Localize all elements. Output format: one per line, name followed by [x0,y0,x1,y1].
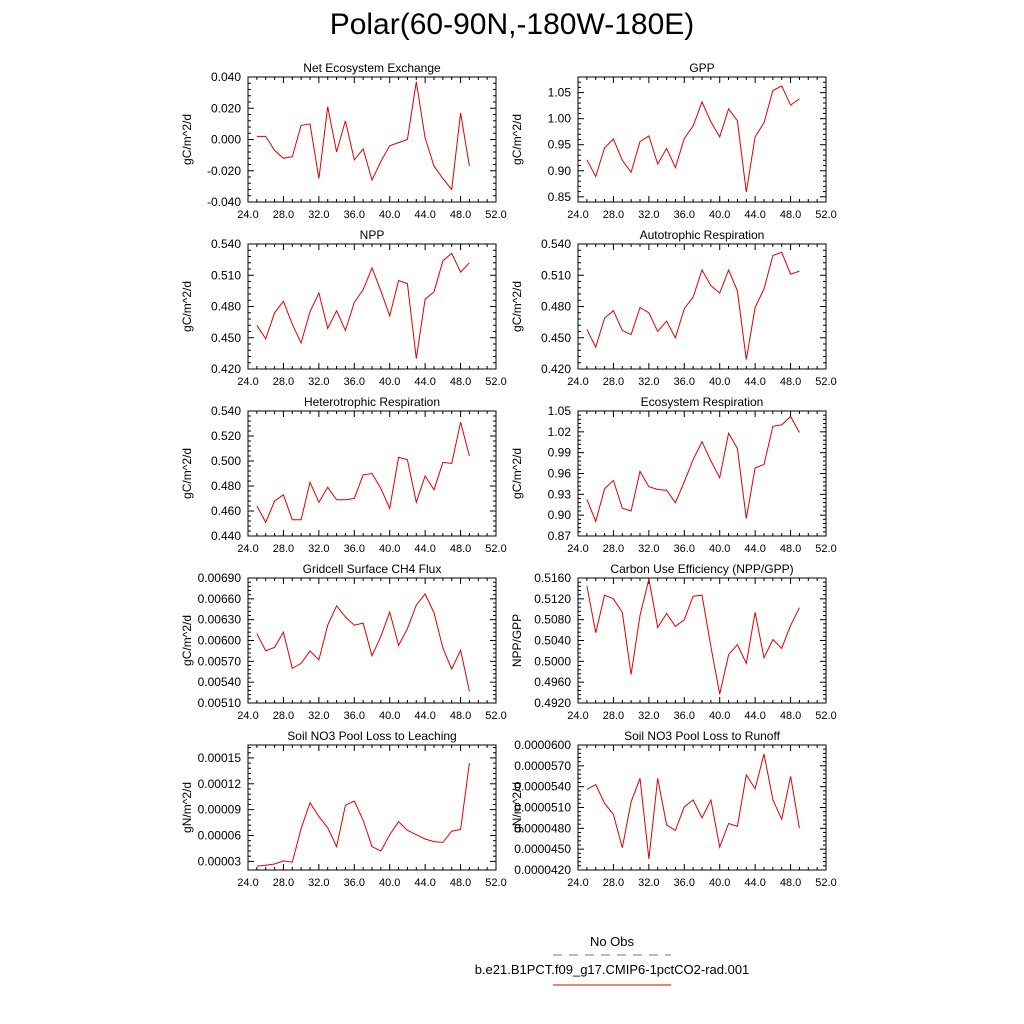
y-tick-label: 0.420 [210,362,241,376]
series-line [587,754,800,859]
x-tick-label: 24.0 [237,877,259,889]
y-tick-label: 0.480 [540,299,571,314]
x-tick-label: 52.0 [485,543,507,555]
y-tick-label: 0.93 [547,487,571,502]
chart-panel [510,395,837,555]
x-tick-label: 44.0 [414,877,436,889]
x-tick-label: 32.0 [638,877,660,889]
series-line [257,82,470,190]
y-tick-label: 0.00009 [197,802,241,817]
x-tick-label: 24.0 [567,877,589,889]
y-tick-label: 0.00660 [197,591,241,606]
x-tick-label: 36.0 [673,877,695,889]
x-tick-label: 32.0 [308,376,330,388]
y-tick-label: 0.00015 [197,750,241,765]
x-tick-label: 48.0 [449,376,472,388]
y-tick-label: 0.0000480 [514,821,571,836]
legend-case-label: b.e21.B1PCT.f09_g17.CMIP6-1pctCO2-rad.001 [474,962,750,977]
chart-panel [180,228,507,388]
panel-title: NPP [359,228,385,242]
y-tick-label: 0.540 [540,237,571,251]
x-tick-label: 48.0 [779,376,802,388]
y-tick-label: 0.510 [540,268,571,283]
x-tick-label: 52.0 [485,877,507,889]
x-tick-label: 52.0 [485,376,507,388]
y-tick-label: 0.540 [210,237,241,251]
panel-title: Autotrophic Respiration [639,228,765,242]
y-tick-label: 0.0000510 [514,800,571,815]
x-tick-label: 24.0 [237,209,259,221]
y-tick-label: 0.00690 [197,571,241,585]
x-tick-label: 48.0 [779,209,802,221]
y-tick-label: 0.0000600 [514,738,571,752]
x-tick-label: 28.0 [602,543,625,555]
x-tick-label: 36.0 [343,710,365,722]
x-tick-label: 40.0 [379,710,401,722]
y-tick-label: 0.00600 [197,633,241,648]
y-tick-label: 0.00570 [197,654,241,669]
series-line [587,86,800,192]
x-tick-label: 52.0 [815,710,837,722]
y-tick-label: 0.520 [210,429,241,443]
y-tick-label: 0.99 [547,445,571,460]
x-tick-label: 28.0 [602,710,625,722]
x-tick-label: 52.0 [815,877,837,889]
x-tick-label: 28.0 [602,209,625,221]
chart-panel [510,228,837,388]
y-axis-label: gC/m^2/d [510,281,524,332]
y-tick-label: 0.480 [210,479,241,493]
x-tick-label: 32.0 [638,710,660,722]
y-tick-label: 0.96 [547,466,571,481]
y-tick-label: 1.05 [547,404,571,418]
x-tick-label: 36.0 [343,543,365,555]
plot-frame [578,244,826,369]
x-tick-label: 28.0 [602,877,625,889]
series-line [587,252,800,359]
y-tick-label: 0.540 [210,404,241,418]
x-tick-label: 32.0 [308,209,330,221]
y-tick-label: 0.95 [547,137,571,152]
series-line [257,594,470,691]
chart-panel [180,395,507,555]
y-tick-label: 0.5120 [534,591,571,606]
y-tick-label: 0.440 [210,529,241,543]
x-tick-label: 28.0 [272,376,295,388]
y-tick-label: 0.00012 [197,776,241,791]
x-tick-label: 40.0 [379,543,401,555]
plot-frame [578,745,826,870]
y-tick-label: 0.4920 [534,696,571,710]
y-axis-label: gC/m^2/d [180,615,194,666]
y-axis-label: gN/m^2/d [510,782,524,833]
x-tick-label: 44.0 [414,376,436,388]
x-tick-label: 48.0 [449,209,472,221]
x-tick-label: 40.0 [379,877,401,889]
panel-title: Soil NO3 Pool Loss to Leaching [287,729,457,743]
y-axis-label: gC/m^2/d [510,114,524,165]
legend-obs-label: No Obs [589,934,635,949]
x-tick-label: 40.0 [709,710,731,722]
x-tick-label: 44.0 [414,209,436,221]
y-axis-label: gC/m^2/d [510,448,524,499]
plot-frame [578,411,826,536]
chart-panel [510,562,837,722]
x-tick-label: 36.0 [673,376,695,388]
x-tick-label: 24.0 [567,710,589,722]
y-tick-label: 0.00510 [197,696,241,710]
plot-frame [248,745,496,870]
x-tick-label: 24.0 [567,543,589,555]
x-tick-label: 48.0 [779,877,802,889]
x-tick-label: 32.0 [638,209,660,221]
panel-title: Net Ecosystem Exchange [303,61,441,75]
y-tick-label: 0.040 [210,70,241,84]
y-tick-label: 1.02 [547,424,571,439]
panel-title: Ecosystem Respiration [640,395,764,409]
panel-title: Heterotrophic Respiration [303,395,441,409]
y-tick-label: -0.040 [206,195,241,209]
x-tick-label: 40.0 [709,877,731,889]
y-tick-label: 0.87 [547,529,571,543]
y-axis-label: NPP/GPP [510,613,524,668]
y-axis-label: gN/m^2/d [180,782,194,833]
y-tick-label: 0.460 [210,504,241,518]
x-tick-label: 24.0 [237,376,259,388]
x-tick-label: 44.0 [414,543,436,555]
y-tick-label: 0.90 [547,163,571,178]
x-tick-label: 44.0 [414,710,436,722]
y-tick-label: 0.000 [210,132,241,147]
x-tick-label: 40.0 [709,209,731,221]
y-tick-label: 0.85 [547,189,571,204]
x-tick-label: 44.0 [744,877,766,889]
y-axis-label: gC/m^2/d [180,448,194,499]
x-tick-label: 44.0 [744,209,766,221]
y-tick-label: 0.90 [547,508,571,523]
x-tick-label: 52.0 [815,543,837,555]
y-tick-label: -0.020 [206,163,241,178]
series-line [257,422,470,522]
x-tick-label: 44.0 [744,543,766,555]
x-tick-label: 36.0 [343,376,365,388]
y-tick-label: 0.4960 [534,675,571,690]
x-tick-label: 36.0 [673,209,695,221]
y-tick-label: 0.5040 [534,633,571,648]
series-line [587,579,800,694]
x-tick-label: 36.0 [673,710,695,722]
plot-frame [248,77,496,202]
x-tick-label: 24.0 [567,209,589,221]
x-tick-label: 28.0 [272,543,295,555]
y-tick-label: 0.00006 [197,828,241,843]
x-tick-label: 48.0 [449,710,472,722]
y-tick-label: 0.450 [540,330,571,345]
x-tick-label: 40.0 [709,376,731,388]
y-tick-label: 0.0000420 [514,863,571,877]
x-tick-label: 52.0 [815,209,837,221]
x-tick-label: 32.0 [308,543,330,555]
panel-title: Carbon Use Efficiency (NPP/GPP) [610,562,794,576]
x-tick-label: 52.0 [815,376,837,388]
panel-title: GPP [689,61,715,75]
y-axis-label: gC/m^2/d [180,281,194,332]
x-tick-label: 32.0 [308,877,330,889]
x-tick-label: 28.0 [272,209,295,221]
x-tick-label: 28.0 [272,710,295,722]
x-tick-label: 36.0 [343,877,365,889]
y-tick-label: 0.00630 [197,612,241,627]
x-tick-label: 44.0 [744,710,766,722]
y-axis-label: gC/m^2/d [180,114,194,165]
x-tick-label: 36.0 [343,209,365,221]
x-tick-label: 28.0 [272,877,295,889]
panel-title: Soil NO3 Pool Loss to Runoff [624,729,780,743]
x-tick-label: 52.0 [485,710,507,722]
y-tick-label: 0.0000570 [514,758,571,773]
x-tick-label: 48.0 [449,543,472,555]
y-tick-label: 0.510 [210,268,241,283]
y-tick-label: 0.420 [540,362,571,376]
chart-panel [180,562,507,722]
x-tick-label: 36.0 [673,543,695,555]
panel-title: Gridcell Surface CH4 Flux [302,562,442,576]
x-tick-label: 32.0 [638,543,660,555]
y-tick-label: 0.5080 [534,612,571,627]
y-tick-label: 0.450 [210,330,241,345]
x-tick-label: 48.0 [779,543,802,555]
y-tick-label: 0.5000 [534,654,571,669]
x-tick-label: 48.0 [779,710,802,722]
y-tick-label: 0.0000450 [514,842,571,857]
x-tick-label: 24.0 [237,710,259,722]
x-tick-label: 24.0 [237,543,259,555]
x-tick-label: 32.0 [308,710,330,722]
y-tick-label: 0.00003 [197,854,241,869]
chart-panel [510,729,837,889]
x-tick-label: 40.0 [379,209,401,221]
y-tick-label: 0.480 [210,299,241,314]
series-line [257,763,470,866]
y-tick-label: 0.0000540 [514,779,571,794]
page-title: Polar(60-90N,-180W-180E) [329,8,695,41]
y-tick-label: 0.020 [210,101,241,116]
series-line [587,417,800,522]
x-tick-label: 52.0 [485,209,507,221]
chart-panel [510,61,837,221]
y-tick-label: 1.05 [547,85,571,100]
y-tick-label: 0.00540 [197,675,241,690]
y-tick-label: 0.500 [210,454,241,468]
series-line [257,253,470,358]
y-tick-label: 1.00 [547,111,571,126]
x-tick-label: 28.0 [602,376,625,388]
x-tick-label: 44.0 [744,376,766,388]
x-tick-label: 40.0 [379,376,401,388]
x-tick-label: 40.0 [709,543,731,555]
x-tick-label: 48.0 [449,877,472,889]
y-tick-label: 0.5160 [534,571,571,585]
x-tick-label: 32.0 [638,376,660,388]
chart-panel [180,61,507,221]
plot-frame [578,77,826,202]
x-tick-label: 24.0 [567,376,589,388]
chart-panel [180,729,507,889]
